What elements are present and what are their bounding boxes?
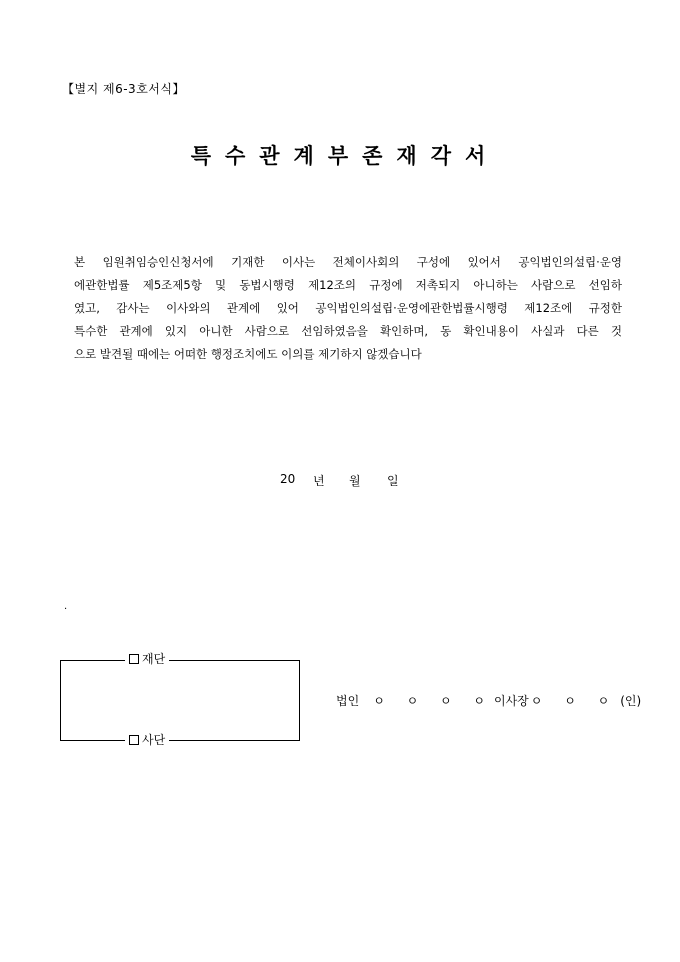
corp-name-placeholder: ㅇ ㅇ ㅇ ㅇ bbox=[373, 694, 494, 708]
body-line-4: 특수한 관계에 있지 아니한 사람으로 선임하였음을 확인하며, 동 확인내용이 사실과 다른 것 bbox=[74, 324, 622, 338]
chair-name-placeholder: ㅇ ㅇ ㅇ bbox=[530, 694, 619, 708]
foundation-checkbox[interactable] bbox=[129, 654, 139, 664]
seal-mark: (인) bbox=[620, 694, 642, 708]
body-line-1: 본 임원취임승인신청서에 기재한 이사는 전체이사회의 구성에 있어서 공익법인의설립·운영 bbox=[74, 255, 622, 269]
date-year-label: 년 bbox=[313, 474, 325, 488]
body-line-2: 에관한법률 제5조제5항 및 동법시행령 제12조의 규정에 저촉되지 아니하는 사람으로 선임하 bbox=[74, 278, 622, 292]
date-day-label: 일 bbox=[387, 474, 399, 488]
foundation-option[interactable] bbox=[125, 652, 169, 666]
foundation-label: 재단 bbox=[142, 652, 166, 666]
pledge-body-text bbox=[74, 251, 622, 366]
date-year-prefix: 20 bbox=[280, 472, 296, 486]
body-line-3: 였고, 감사는 이사와의 관계에 있어 공익법인의설립·운영에관한법률시행령 제12조에 규정한 bbox=[74, 301, 622, 315]
body-line-5: 으로 발견될 때에는 어떠한 행정조치에도 이의를 제기하지 않겠습니다 bbox=[74, 347, 422, 361]
entity-type-bracket bbox=[60, 660, 300, 741]
form-number-label: 【별지 제6-3호서식】 bbox=[62, 82, 185, 96]
association-option[interactable] bbox=[125, 733, 169, 747]
document-title: 특수관계부존재각서 bbox=[190, 143, 500, 168]
chair-label: 이사장 bbox=[494, 694, 529, 708]
corp-label: 법인 bbox=[336, 694, 360, 708]
association-label: 사단 bbox=[142, 733, 166, 747]
association-checkbox[interactable] bbox=[129, 735, 139, 745]
signature-line bbox=[336, 692, 641, 709]
date-month-label: 월 bbox=[349, 474, 361, 488]
dot-mark: . bbox=[64, 601, 68, 612]
